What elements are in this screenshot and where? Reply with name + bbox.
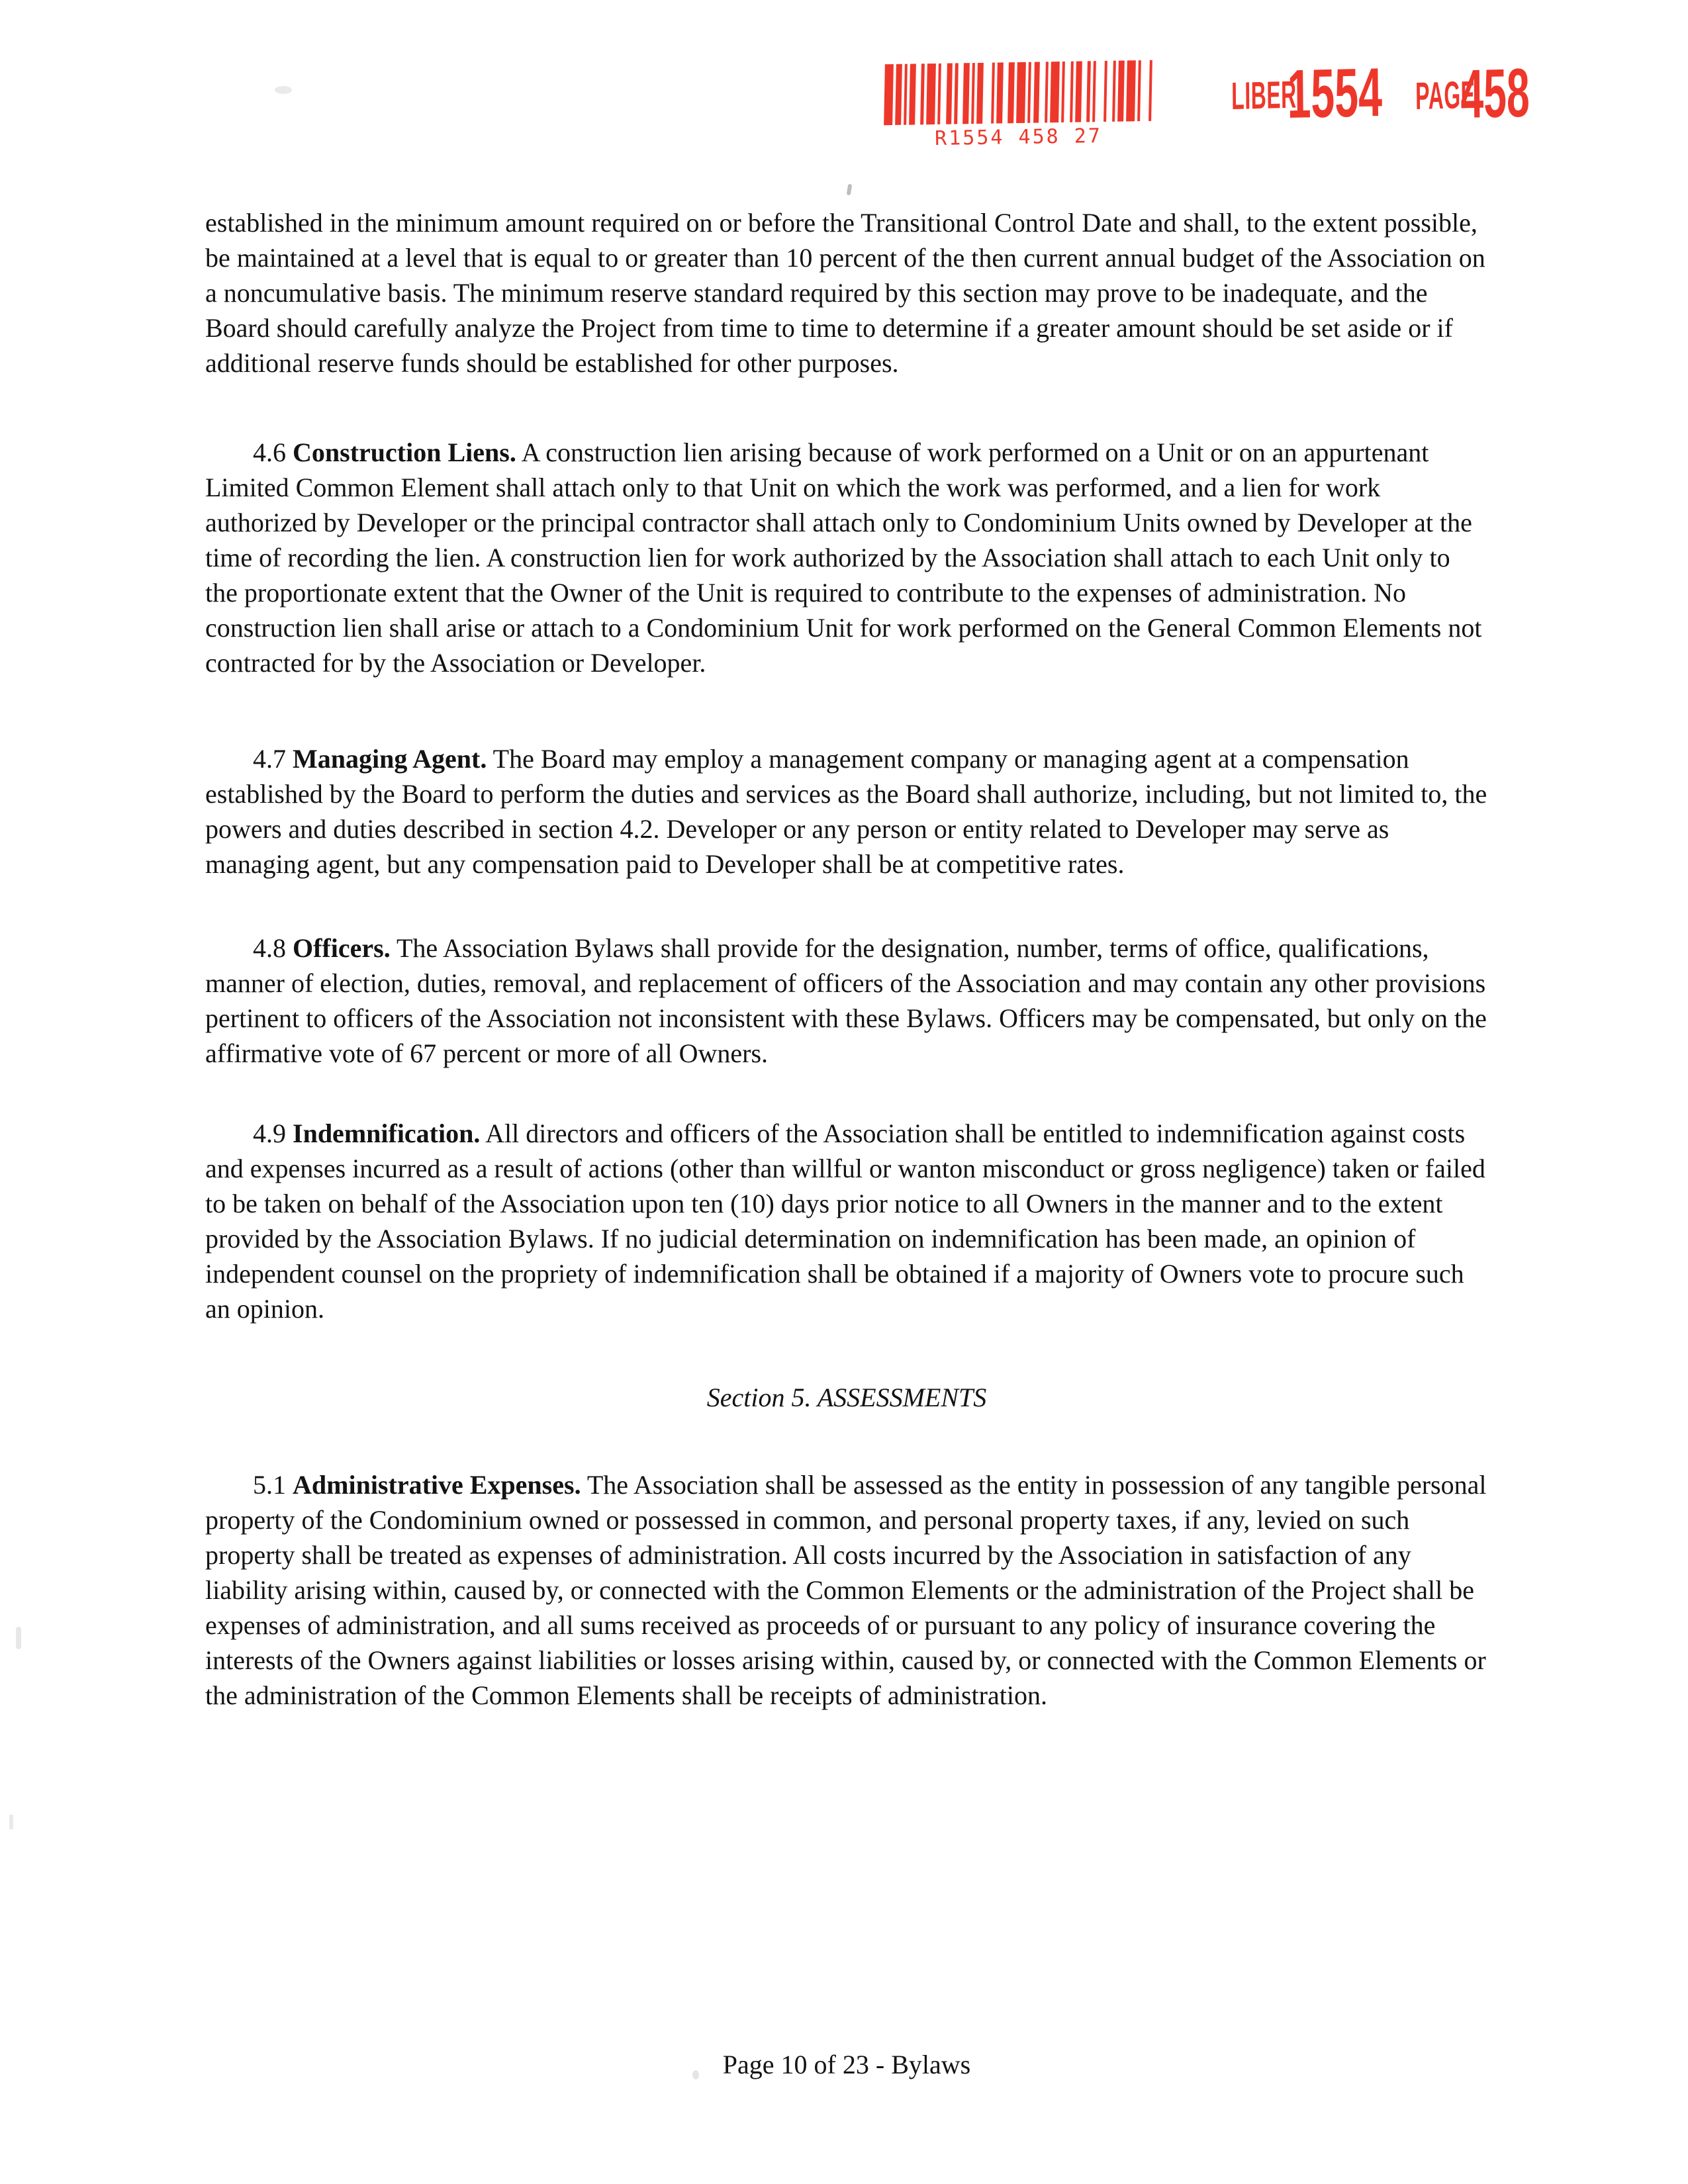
document-body <box>205 205 1488 1713</box>
paragraph-continuation <box>205 205 1488 381</box>
section-title: Managing Agent. <box>293 744 487 774</box>
barcode <box>884 60 1153 125</box>
paragraph-text: All directors and officers of the Association shall be entitled to indemnification against costs and expenses incurred as a result of actions (other than willful or wanton misconduct or gross negligence) taken or failed to be taken on behalf of the Association upon ten (10) days prior notice to all Owners in the manner and to the extent provided by the Association Bylaws. If no judicial determination on indemnification has been made, an opinion of independent counsel on the propriety of indemnification shall be obtained if a majority of Owners vote to procure such an opinion. <box>205 1118 1485 1324</box>
paragraph-5-1 <box>205 1467 1488 1713</box>
paragraph-4-8 <box>205 931 1488 1071</box>
section-title: Administrative Expenses. <box>293 1470 581 1500</box>
scan-artifact <box>9 1815 13 1829</box>
liber-stamp-label: LIBER <box>1231 73 1297 118</box>
section-number: 5.1 <box>253 1470 286 1500</box>
page-stamp-value: 458 <box>1460 54 1530 133</box>
paragraph-4-6 <box>205 435 1488 680</box>
section-title: Officers. <box>293 933 391 963</box>
section-number: 4.8 <box>253 933 286 963</box>
paragraph-4-9 <box>205 1116 1488 1326</box>
section-number: 4.6 <box>253 437 286 467</box>
scan-artifact <box>16 1627 21 1649</box>
barcode-label: R1554 458 27 <box>934 124 1103 150</box>
paragraph-text: The Association shall be assessed as the entity in possession of any tangible personal property of the Condominium owned or possessed in common, and personal property taxes, if any, levied on such property shall be treated as expenses of administration. All costs incurred by the Association in satisfaction of any liability arising within, caused by, or connected with the Common Elements or the administration of the Project shall be expenses of administration, and all sums received as proceeds of or pursuant to any policy of insurance covering the interests of the Owners against liabilities or losses arising within, caused by, or connected with the Common Elements or the administration of the Common Elements shall be receipts of administration. <box>205 1470 1487 1710</box>
section-title: Construction Liens. <box>293 437 516 467</box>
page-stamp-label: PAGE <box>1415 73 1476 118</box>
scan-artifact <box>275 86 292 94</box>
paragraph-4-7 <box>205 741 1488 882</box>
paragraph-text: The Association Bylaws shall provide for the designation, number, terms of office, qualifications, manner of election, duties, removal, and replacement of officers of the Association and may contain any other provisions pertinent to officers of the Association not inconsistent with these Bylaws. Officers may be compensated, but only on the affirmative vote of 67 percent or more of all Owners. <box>205 933 1487 1068</box>
page-footer: Page 10 of 23 - Bylaws <box>722 2050 971 2079</box>
section-number: 4.9 <box>253 1118 286 1148</box>
paragraph-text: A construction lien arising because of work performed on a Unit or on an appurtenant Limited Common Element shall attach only to that Unit on which the work was performed, and a lien for work authorized by Developer or the principal contractor shall attach only to Condominium Units owned by Developer at the time of recording the lien. A construction lien for work authorized by the Association shall attach to each Unit only to the proportionate extent that the Owner of the Unit is required to contribute to the expenses of administration. No construction lien shall arise or attach to a Condominium Unit for work performed on the General Common Elements not contracted for by the Association or Developer. <box>205 437 1482 678</box>
paragraph-text: The Board may employ a management company or managing agent at a compensation established by the Board to perform the duties and services as the Board shall authorize, including, but not limited to, the powers and duties described in section 4.2. Developer or any person or entity related to Developer may serve as managing agent, but any compensation paid to Developer shall be at competitive rates. <box>205 744 1487 879</box>
scan-artifact <box>847 184 853 196</box>
section-number: 4.7 <box>253 744 286 774</box>
liber-stamp-value: 1554 <box>1287 54 1383 133</box>
section-title: Indemnification. <box>293 1118 481 1148</box>
paragraph-text: established in the minimum amount required on or before the Transitional Control Date and shall, to the extent possible, be maintained at a level that is equal to or greater than 10 percent of the then current annual budget of the Association on a noncumulative basis. The minimum reserve standard required by this section may prove to be inadequate, and the Board should carefully analyze the Project from time to time to determine if a greater amount should be set aside or if additional reserve funds should be established for other purposes. <box>205 208 1485 378</box>
section-5-heading: Section 5. ASSESSMENTS <box>706 1383 987 1412</box>
